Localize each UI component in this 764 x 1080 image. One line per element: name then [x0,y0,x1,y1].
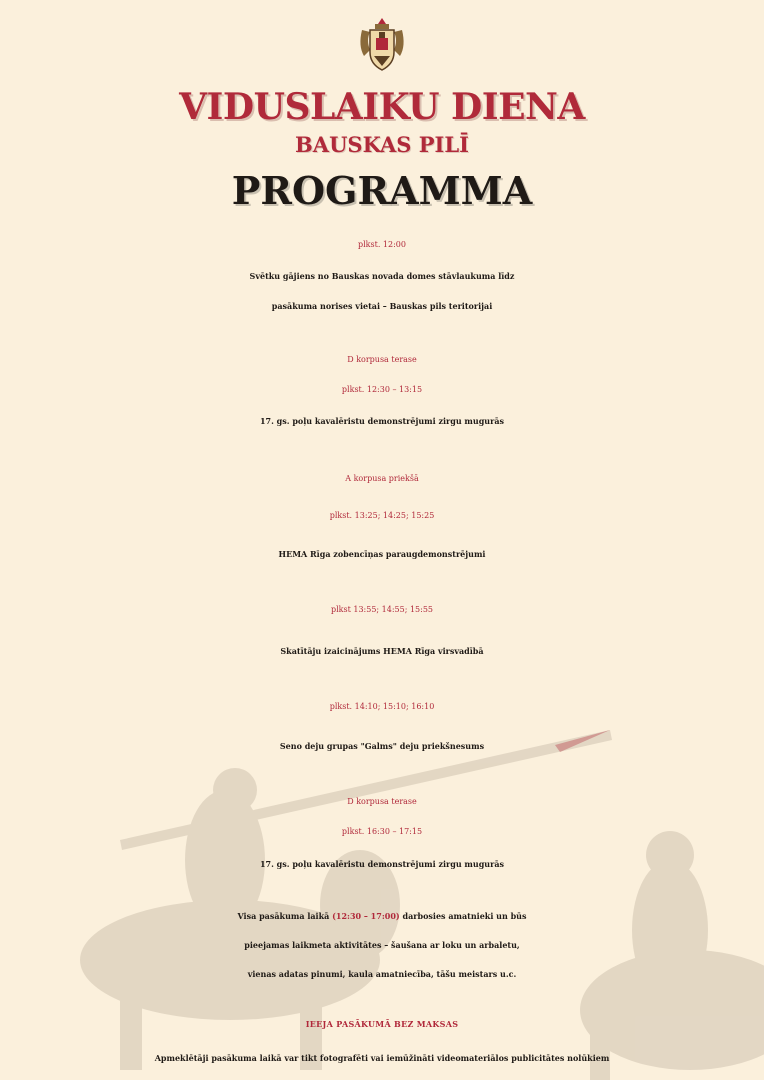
block-description: HEMA Rīga zobencīņas paraugdemonstrējumi [278,549,486,559]
event-subtitle: BAUSKAS PILĪ [295,132,469,157]
block-place: D korpusa terase [347,355,417,364]
program-heading: PROGRAMMA [231,168,533,213]
photo-disclaimer: Apmeklētāji pasākuma laikā var tikt fotografēti vai iemūžināti videomateriālos publicitātes nolūkiem [154,1053,610,1063]
block-time: plkst. 12:00 [358,240,406,249]
block-description: Skatītāju izaicinājums HEMA Rīga virsvadībā [280,646,484,656]
event-title: VIDUSLAIKU DIENA [179,86,585,128]
free-entry-notice: IEEJA PASĀKUMĀ BEZ MAKSAS [305,1019,459,1029]
block-description: 17. gs. poļu kavalēristu demonstrējumi zirgu mugurās [259,859,505,869]
all-day-line-3: vienas adatas pinumi, kaula amatniecība, tāšu meistars u.c. [247,969,517,979]
all-day-prefix: Visa pasākuma laikā [237,911,330,921]
block-place: D korpusa terase [347,797,417,806]
block-time: plkst. 16:30 – 17:15 [341,827,423,836]
block-description: Seno deju grupas "Galms" deju priekšnesums [279,741,485,751]
all-day-time: (12:30 – 17:00) [332,911,400,921]
block-description: Svētku gājiens no Bauskas novada domes stāvlaukuma līdz [249,271,515,281]
block-description: 17. gs. poļu kavalēristu demonstrējumi zirgu mugurās [259,416,505,426]
block-time: plkst 13:55; 14:55; 15:55 [330,605,434,614]
block-time: plkst. 13:25; 14:25; 15:25 [329,511,435,520]
block-place: A korpusa priekšā [345,474,419,483]
block-description: pasākuma norises vietai – Bauskas pils teritorijai [271,301,493,311]
all-day-line-2: pieejamas laikmeta aktivitātes – šaušana ar loku un arbaletu, [244,940,520,950]
all-day-line-1 [0,911,764,921]
block-time: plkst. 12:30 – 13:15 [341,385,423,394]
bauska-coat-of-arms-icon [356,16,408,74]
block-time: plkst. 14:10; 15:10; 16:10 [329,702,435,711]
all-day-suffix: darbosies amatnieki un būs [402,911,527,921]
